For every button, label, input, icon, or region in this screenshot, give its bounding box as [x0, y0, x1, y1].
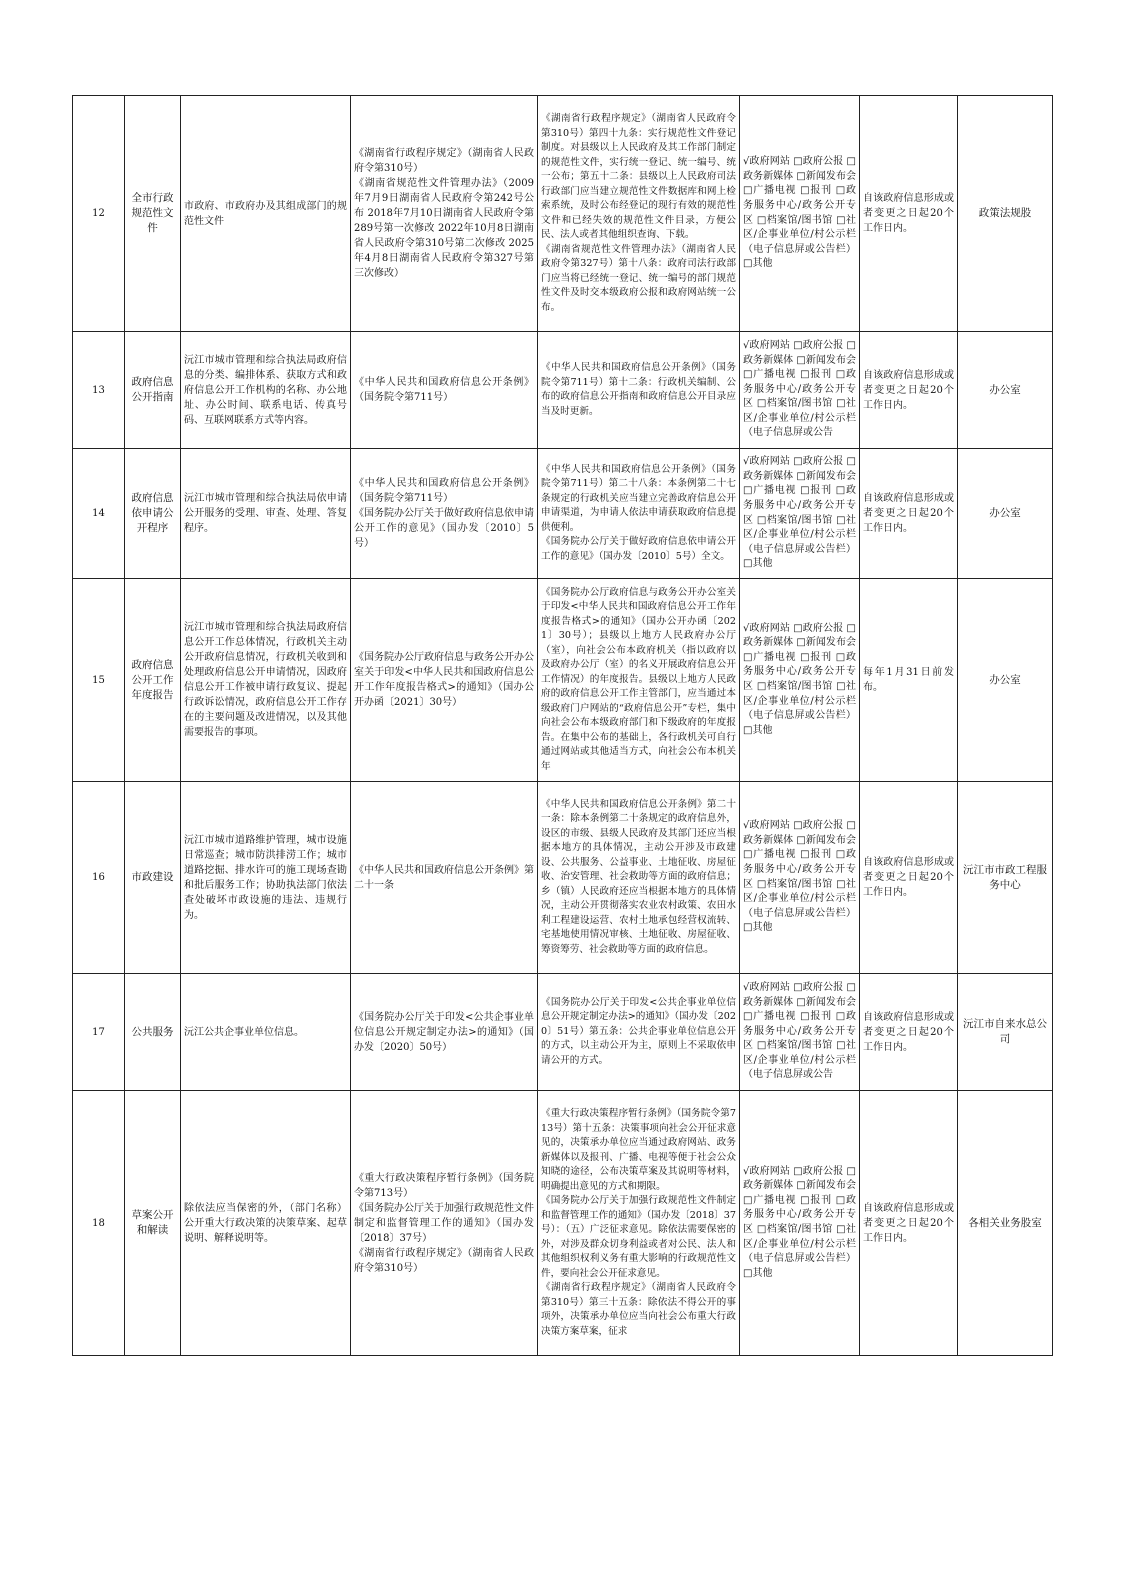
basis-cell: [351, 579, 538, 782]
citation-cell-text: [538, 463, 739, 565]
row-number: [73, 96, 125, 332]
basis-cell: [351, 782, 538, 974]
row-number: [73, 579, 125, 782]
content-cell: [181, 96, 351, 332]
basis-cell: [351, 974, 538, 1091]
row-number: [73, 332, 125, 449]
table-body: [73, 96, 1053, 1356]
basis-cell-text: [351, 476, 537, 551]
time-limit-cell-text: 自该政府信息形成或者变更之日起20个工作日内。: [863, 857, 954, 898]
time-limit-cell-text: 自该政府信息形成或者变更之日起20个工作日内。: [863, 1202, 954, 1244]
paragraph: 《湖南省行政程序规定》（湖南省人民政府令第310号）第三十五条：除依法不得公开的事项外，决策承办单位应当向社会公布重大行政决策方案草案，征求: [541, 1282, 736, 1337]
channel-cell-text: √政府网站 □政府公报 □政务新媒体 □新闻发布会 □广播电视 □报刊 □政务服务中心/政务公开专区 □档案馆/图书馆 □社区/企事业单位/村公示栏（电子信息屏或公告: [743, 981, 856, 1081]
channel-cell: [740, 974, 860, 1091]
basis-cell: [351, 1091, 538, 1356]
paragraph: 《国务院办公厅关于做好政府信息依申请公开工作的意见》（国办发〔2010〕5号）全文。: [541, 536, 736, 562]
department-cell-text: 沅江市自来水总公司: [963, 1018, 1047, 1045]
table-row: [73, 579, 1053, 782]
category-cell: [125, 579, 181, 782]
table-row: [73, 782, 1053, 974]
channel-cell: [740, 1091, 860, 1356]
department-cell-text: 办公室: [989, 507, 1021, 519]
citation-cell-text: [538, 112, 739, 315]
category-cell: [125, 782, 181, 974]
content-cell: [181, 782, 351, 974]
basis-cell: [351, 449, 538, 579]
row-number-text: 16: [92, 872, 105, 883]
basis-cell-text: [351, 146, 537, 281]
time-limit-cell: [860, 579, 958, 782]
content-cell-text: 除依法应当保密的外，（部门名称）公开重大行政决策的决策草案、起草说明、解释说明等。: [184, 1202, 347, 1244]
citation-cell: [538, 1091, 740, 1356]
department-cell: [958, 96, 1053, 332]
table-row: [73, 974, 1053, 1091]
department-cell-text: 沅江市市政工程服务中心: [963, 863, 1047, 891]
paragraph: 《湖南省规范性文件管理办法》（2009年7月9日湖南省人民政府令第242号公布 2018年7月10日湖南省人民政府令第289号第一次修改 2022年10月8日湖南省人民政府令第310号第二次修改 2025年4月8日湖南省人民政府令第327号第三次修改）: [354, 178, 534, 279]
paragraph: 《国务院办公厅关于加强行政规范性文件制定和监督管理工作的通知》（国办发〔2018〕37号）: [354, 1202, 534, 1244]
category-cell-text: 草案公开和解读: [131, 1209, 174, 1236]
row-number: [73, 449, 125, 579]
citation-cell: [538, 579, 740, 782]
category-cell-text: 政府信息依申请公开程序: [131, 492, 174, 534]
channel-cell-text: √政府网站 □政府公报 □政务新媒体 □新闻发布会 □广播电视 □报刊 □政务服务中心/政务公开专区 □档案馆/图书馆 □社区/企事业单位/村公示栏（电子信息屏或公告栏） □其他: [743, 820, 856, 934]
table-row: [73, 449, 1053, 579]
paragraph: 《重大行政决策程序暂行条例》（国务院令第713号）第十五条：决策事项向社会公开征求意见的，决策承办单位应当通过政府网站、政务新媒体以及报刊、广播、电视等便于社会公众知晓的途径，公布决策草案及其说明等材料，明确提出意见的方式和期限。: [541, 1108, 736, 1192]
citation-cell: [538, 96, 740, 332]
content-cell-text: 市政府、市政府办及其组成部门的规范性文件: [184, 200, 347, 227]
category-cell-text: 公共服务: [131, 1025, 174, 1038]
table-row: [73, 1091, 1053, 1356]
citation-cell: [538, 332, 740, 449]
time-limit-cell: [860, 96, 958, 332]
content-cell-text: 沅江市城市管理和综合执法局政府信息的分类、编排体系、获取方式和政府信息公开工作机构的名称、办公地址、办公时间、联系电话、传真号码、互联网联系方式等内容。: [184, 354, 347, 426]
channel-cell-text: √政府网站 □政府公报 □政务新媒体 □新闻发布会 □广播电视 □报刊 □政务服务中心/政务公开专区 □档案馆/图书馆 □社区/企事业单位/村公示栏（电子信息屏或公告栏） □其他: [743, 156, 856, 270]
table-row: [73, 332, 1053, 449]
time-limit-cell: [860, 332, 958, 449]
content-cell: [181, 449, 351, 579]
paragraph: 《湖南省行政程序规定》（湖南省人民政府令第310号）: [354, 1247, 534, 1274]
citation-cell-text: 《国务院办公厅政府信息与政务公开办公室关于印发<中华人民共和国政府信息公开工作年度报告格式>的通知》（国办公开办函〔2021〕30号）；县级以上地方人民政府办公厅（室），向社会公布本政府机关（指以政府以及政府办公厅（室）的名义开展政府信息公开工作情况）的年度报告。县级以上地方人民政府的政府信息公开工作主管部门，应当通过本级政府门户网站的“政府信息公开”专栏，集中向社会公布本级政府部门和下级政府的年度报告。在集中公布的基础上，各行政机关可自行通过网站或其他适当方式，向社会公布本机关年: [541, 586, 736, 772]
department-cell-text: 办公室: [989, 383, 1021, 396]
time-limit-cell-text: 自该政府信息形成或者变更之日起20个工作日内。: [863, 369, 954, 411]
channel-cell-text: √政府网站 □政府公报 □政务新媒体 □新闻发布会 □广播电视 □报刊 □政务服务中心/政务公开专区 □档案馆/图书馆 □社区/企事业单位/村公示栏（电子信息屏或公告栏） □其他: [743, 456, 856, 570]
department-cell: [958, 974, 1053, 1091]
channel-cell: [740, 449, 860, 579]
content-cell: [181, 332, 351, 449]
category-cell: [125, 1091, 181, 1356]
category-cell-text: 政府信息公开工作年度报告: [131, 658, 174, 701]
channel-cell-text: √政府网站 □政府公报 □政务新媒体 □新闻发布会 □广播电视 □报刊 □政务服务中心/政务公开专区 □档案馆/图书馆 □社区/企事业单位/村公示栏（电子信息屏或公告: [743, 339, 856, 439]
content-cell: [181, 579, 351, 782]
basis-cell-text: 《中华人民共和国政府信息公开条例》（国务院令第711号）: [354, 377, 534, 403]
basis-cell: [351, 332, 538, 449]
citation-cell-text: 《中华人民共和国政府信息公开条例》第二十一条：除本条例第二十条规定的政府信息外，设区的市级、县级人民政府及其部门还应当根据本地方的具体情况，主动公开涉及市政建设、公共服务、公益事业、土地征收、房屋征收、治安管理、社会救助等方面的政府信息；乡（镇）人民政府还应当根据本地方的具体情况，主动公开贯彻落实农业农村政策、农田水利工程建设运营、农村土地承包经营权流转、宅基地使用情况审核、土地征收、房屋征收、筹资筹劳、社会救助等方面的政府信息。: [541, 798, 736, 955]
time-limit-cell-text: 自该政府信息形成或者变更之日起20个工作日内。: [863, 193, 954, 234]
paragraph: 《中华人民共和国政府信息公开条例》（国务院令第711号）第二十八条：本条例第二十七条规定的行政机关应当建立完善政府信息公开申请渠道，为申请人依法申请获取政府信息提供便利。: [541, 463, 736, 533]
paragraph: 《湖南省规范性文件管理办法》（湖南省人民政府令第327号）第十八条：政府司法行政部门应当将已经统一登记、统一编号的部门规范性文件及时交本级政府公报和政府网站统一公布。: [541, 243, 736, 313]
department-cell: [958, 782, 1053, 974]
basis-cell: [351, 96, 538, 332]
row-number-text: 12: [92, 208, 105, 219]
time-limit-cell: [860, 974, 958, 1091]
content-cell-text: 沅江市城市管理和综合执法局政府信息公开工作总体情况，行政机关主动公开政府信息情况，行政机关收到和处理政府信息公开申请情况，因政府信息公开工作被申请行政复议、提起行政诉讼情况，政府信息公开工作存在的主要问题及改进情况，以及其他需要报告的事项。: [184, 622, 347, 738]
row-number-text: 13: [92, 384, 105, 396]
content-cell-text: 沅江市城市道路维护管理，城市设施日常巡查；城市防洪排涝工作；城市道路挖掘、排水许可的施工现场查勘和批后服务工作；协助执法部门依法查处破坏市政设施的违法、违规行为。: [184, 834, 347, 921]
department-cell: [958, 449, 1053, 579]
paragraph: 《国务院办公厅关于加强行政规范性文件制定和监督管理工作的通知》（国办发〔2018〕37号）：（五）广泛征求意见。除依法需要保密的外，对涉及群众切身利益或者对公民、法人和其他组织权利义务有重大影响的行政规范性文件，要向社会公开征求意见。: [541, 1195, 736, 1279]
paragraph: 《重大行政决策程序暂行条例》（国务院令第713号）: [354, 1172, 534, 1199]
basis-cell-text: 《国务院办公厅政府信息与政务公开办公室关于印发<中华人民共和国政府信息公开工作年度报告格式>的通知》（国办公开办函〔2021〕30号）: [354, 652, 534, 708]
time-limit-cell-text: 每年1月31日前发布。: [863, 667, 954, 693]
channel-cell: [740, 782, 860, 974]
citation-cell-text: 《国务院办公厅关于印发<公共企事业单位信息公开规定制定办法>的通知》（国办发〔2020〕51号）第五条：公共企事业单位信息公开的方式，以主动公开为主，原则上不采取依申请公开的方式。: [541, 996, 736, 1066]
paragraph: 《国务院办公厅关于做好政府信息依申请公开工作的意见》（国办发〔2010〕5号）: [354, 508, 534, 549]
department-cell: [958, 1091, 1053, 1356]
category-cell: [125, 332, 181, 449]
paragraph: 《湖南省行政程序规定》（湖南省人民政府令第310号）: [354, 148, 534, 174]
citation-cell: [538, 782, 740, 974]
category-cell-text: 政府信息公开指南: [131, 376, 174, 403]
citation-cell-text: [538, 1107, 739, 1339]
channel-cell-text: √政府网站 □政府公报 □政务新媒体 □新闻发布会 □广播电视 □报刊 □政务服务中心/政务公开专区 □档案馆/图书馆 □社区/企事业单位/村公示栏（电子信息屏或公告栏） □其他: [743, 1165, 856, 1279]
paragraph: 《中华人民共和国政府信息公开条例》（国务院令第711号）: [354, 478, 534, 504]
time-limit-cell: [860, 782, 958, 974]
content-cell: [181, 974, 351, 1091]
row-number: [73, 782, 125, 974]
department-cell-text: 政策法规股: [978, 207, 1032, 219]
channel-cell: [740, 332, 860, 449]
time-limit-cell: [860, 449, 958, 579]
row-number: [73, 974, 125, 1091]
category-cell: [125, 96, 181, 332]
department-cell: [958, 579, 1053, 782]
department-cell-text: 办公室: [989, 673, 1021, 686]
category-cell-text: 全市行政规范性文件: [131, 192, 174, 234]
row-number-text: 15: [92, 674, 105, 686]
row-number-text: 17: [92, 1026, 105, 1038]
department-cell: [958, 332, 1053, 449]
paragraph: 《湖南省行政程序规定》（湖南省人民政府令第310号）第四十九条：实行规范性文件登记制度。对县级以上人民政府及其工作部门制定的规范性文件，实行统一登记、统一编号、统一公布；第五十二条：县级以上人民政府司法行政部门应当建立规范性文件数据库和网上检索系统，及时公布经登记的现行有效的规范性文件和已经失效的规范性文件目录，方便公民、法人或者其他组织查询、下载。: [541, 113, 736, 240]
category-cell-text: 市政建设: [131, 871, 174, 883]
category-cell: [125, 449, 181, 579]
disclosure-table: [72, 95, 1053, 1356]
row-number-text: 18: [92, 1217, 105, 1229]
category-cell: [125, 974, 181, 1091]
content-cell-text: 沅江市城市管理和综合执法局依申请公开服务的受理、审查、处理、答复程序。: [184, 493, 347, 534]
channel-cell: [740, 96, 860, 332]
citation-cell: [538, 449, 740, 579]
channel-cell-text: √政府网站 □政府公报 □政务新媒体 □新闻发布会 □广播电视 □报刊 □政务服务中心/政务公开专区 □档案馆/图书馆 □社区/企事业单位/村公示栏（电子信息屏或公告栏） □其他: [743, 622, 856, 736]
department-cell-text: 各相关业务股室: [968, 1216, 1042, 1229]
table-row: [73, 96, 1053, 332]
basis-cell-text: 《国务院办公厅关于印发<公共企事业单位信息公开规定制定办法>的通知》（国办发〔2020〕50号）: [354, 1011, 534, 1053]
time-limit-cell-text: 自该政府信息形成或者变更之日起20个工作日内。: [863, 493, 954, 534]
content-cell-text: 沅江公共企事业单位信息。: [184, 1026, 304, 1038]
row-number-text: 14: [92, 508, 105, 519]
citation-cell: [538, 974, 740, 1091]
time-limit-cell: [860, 1091, 958, 1356]
time-limit-cell-text: 自该政府信息形成或者变更之日起20个工作日内。: [863, 1011, 954, 1053]
row-number: [73, 1091, 125, 1356]
citation-cell-text: 《中华人民共和国政府信息公开条例》（国务院令第711号）第十二条：行政机关编制、公布的政府信息公开指南和政府信息公开目录应当及时更新。: [541, 362, 736, 417]
channel-cell: [740, 579, 860, 782]
content-cell: [181, 1091, 351, 1356]
basis-cell-text: 《中华人民共和国政府信息公开条例》第二十一条: [354, 864, 534, 891]
basis-cell-text: [351, 1171, 537, 1276]
